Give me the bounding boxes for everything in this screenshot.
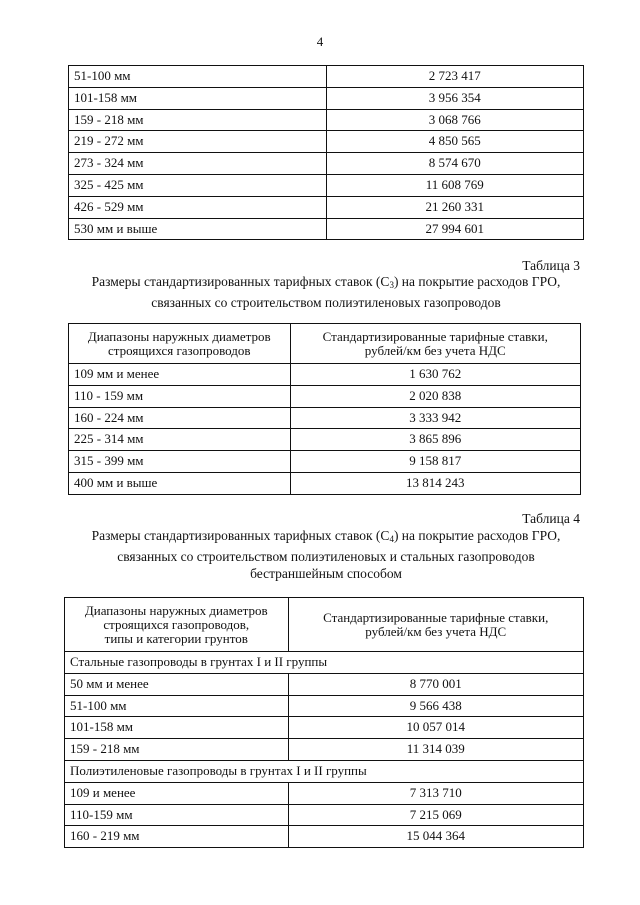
table-row bbox=[69, 429, 581, 451]
range-cell: 219 - 272 мм bbox=[69, 131, 327, 153]
section-row bbox=[65, 760, 584, 782]
rate-cell: 7 313 710 bbox=[288, 782, 583, 804]
range-cell: 50 мм и менее bbox=[65, 673, 289, 695]
table3-caption: Размеры стандартизированных тарифных ставок $(С_3)$ на покрытие расходов ГРО, связанных со строительством полиэтиленовых газопроводов bbox=[91, 274, 561, 310]
rate-cell: 3 956 354 bbox=[326, 87, 584, 109]
table-row bbox=[65, 739, 584, 761]
range-cell: 159 - 218 мм bbox=[69, 109, 327, 131]
rate-cell: 21 260 331 bbox=[326, 196, 584, 218]
table-row bbox=[65, 826, 584, 848]
rate-cell: 3 865 896 bbox=[290, 429, 580, 451]
table4-header bbox=[65, 598, 584, 652]
range-cell: 225 - 314 мм bbox=[69, 429, 291, 451]
table-row bbox=[69, 109, 584, 131]
table-row bbox=[69, 407, 581, 429]
table-row bbox=[69, 153, 584, 175]
table3-header-range: Диапазоны наружных диаметров строящихся газопроводов bbox=[69, 324, 291, 364]
range-cell: 160 - 224 мм bbox=[69, 407, 291, 429]
range-cell: 51-100 мм bbox=[65, 695, 289, 717]
table4-header-range: Диапазоны наружных диаметров строящихся газопроводов, типы и категории грунтов bbox=[65, 598, 289, 652]
table-row bbox=[65, 673, 584, 695]
rate-cell: 11 314 039 bbox=[288, 739, 583, 761]
rate-cell: 2 723 417 bbox=[326, 66, 584, 88]
rate-cell: 11 608 769 bbox=[326, 174, 584, 196]
table-row bbox=[65, 717, 584, 739]
rate-cell: 4 850 565 bbox=[326, 131, 584, 153]
table-row bbox=[69, 218, 584, 240]
rate-cell: 10 057 014 bbox=[288, 717, 583, 739]
rate-cell: 3 068 766 bbox=[326, 109, 584, 131]
rate-cell: 3 333 942 bbox=[290, 407, 580, 429]
table-row bbox=[69, 174, 584, 196]
rate-cell: 2 020 838 bbox=[290, 385, 580, 407]
table-row bbox=[69, 451, 581, 473]
range-cell: 315 - 399 мм bbox=[69, 451, 291, 473]
table-row bbox=[69, 196, 584, 218]
table4-header-rate: Стандартизированные тарифные ставки, рублей/км без учета НДС bbox=[288, 598, 583, 652]
table4-label: Таблица 4 bbox=[522, 511, 580, 526]
range-cell: 400 мм и выше bbox=[69, 472, 291, 494]
range-cell: 110-159 мм bbox=[65, 804, 289, 826]
range-cell: 51-100 мм bbox=[69, 66, 327, 88]
range-cell: 110 - 159 мм bbox=[69, 385, 291, 407]
rate-cell: 9 566 438 bbox=[288, 695, 583, 717]
section-heading: Полиэтиленовые газопроводы в грунтах I и II группы bbox=[65, 760, 584, 782]
table4-caption: Размеры стандартизированных тарифных ставок $(С_4)$ на покрытие расходов ГРО, связанных со строительством полиэтиленовых и стальных газопроводов бестраншейным способом bbox=[91, 528, 561, 581]
range-cell: 101-158 мм bbox=[65, 717, 289, 739]
table3 bbox=[68, 323, 581, 495]
rate-cell: 13 814 243 bbox=[290, 472, 580, 494]
range-cell: 109 и менее bbox=[65, 782, 289, 804]
rates-table-continued bbox=[68, 65, 584, 240]
page-number: 4 bbox=[316, 34, 324, 49]
table-row bbox=[69, 364, 581, 386]
table-row bbox=[65, 804, 584, 826]
range-cell: 109 мм и менее bbox=[69, 364, 291, 386]
table4 bbox=[64, 597, 584, 848]
section-row bbox=[65, 652, 584, 674]
rate-cell: 1 630 762 bbox=[290, 364, 580, 386]
range-cell: 426 - 529 мм bbox=[69, 196, 327, 218]
range-cell: 325 - 425 мм bbox=[69, 174, 327, 196]
table3-header bbox=[69, 324, 581, 364]
rate-cell: 8 574 670 bbox=[326, 153, 584, 175]
rate-cell: 27 994 601 bbox=[326, 218, 584, 240]
rate-cell: 9 158 817 bbox=[290, 451, 580, 473]
range-cell: 530 мм и выше bbox=[69, 218, 327, 240]
rate-cell: 7 215 069 bbox=[288, 804, 583, 826]
range-cell: 160 - 219 мм bbox=[65, 826, 289, 848]
table3-label: Таблица 3 bbox=[522, 258, 580, 273]
table-row bbox=[65, 695, 584, 717]
rate-cell: 8 770 001 bbox=[288, 673, 583, 695]
table3-header-rate: Стандартизированные тарифные ставки, рублей/км без учета НДС bbox=[290, 324, 580, 364]
table-row bbox=[65, 782, 584, 804]
table-row bbox=[69, 385, 581, 407]
range-cell: 101-158 мм bbox=[69, 87, 327, 109]
range-cell: 159 - 218 мм bbox=[65, 739, 289, 761]
rate-cell: 15 044 364 bbox=[288, 826, 583, 848]
section-heading: Стальные газопроводы в грунтах I и II группы bbox=[65, 652, 584, 674]
table-row bbox=[69, 472, 581, 494]
table-row bbox=[69, 131, 584, 153]
table-row bbox=[69, 66, 584, 88]
range-cell: 273 - 324 мм bbox=[69, 153, 327, 175]
table-row bbox=[69, 87, 584, 109]
